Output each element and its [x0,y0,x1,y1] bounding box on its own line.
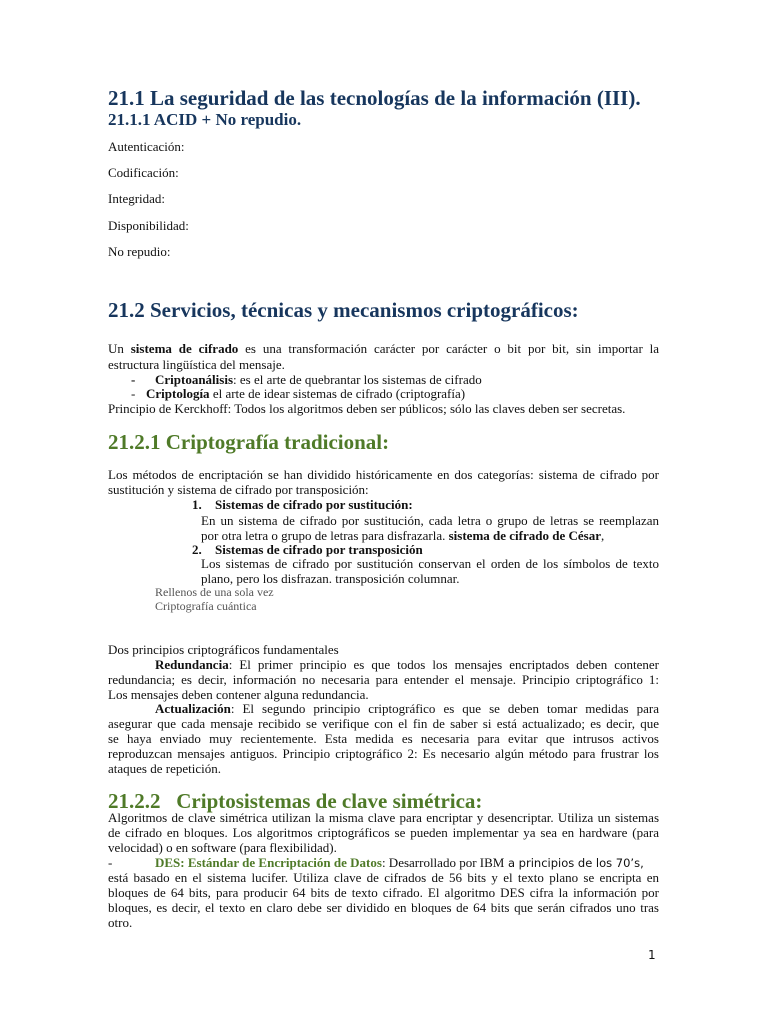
paragraph-line: reproduzcan mensajes antiguos. Principio criptográfico 2: Es necesario algún método para frustrar los [108,746,659,761]
bullet-dash: - [108,855,113,870]
paragraph-line: se haya enviado muy recientemente. Esta medida es necesaria para evitar que intrusos activos [108,731,659,746]
paragraph-line: Algoritmos de clave simétrica utilizan la misma clave para encriptar y desencriptar. Utiliza un sistemas [108,810,659,825]
list-item-integridad: Integridad: [108,191,166,206]
term-cesar: sistema de cifrado de César [448,528,601,543]
subheading-transposicion: Sistemas de cifrado por transposición [215,542,423,557]
text: a principios de los 70’s, [504,856,644,870]
bullet-criptologia [146,386,465,401]
heading-21-2-1: 21.2.1 Criptografía tradicional: [108,430,390,454]
paragraph-kerckhoff: Principio de Kerckhoff: Todos los algoritmos deben ser públicos; sólo las claves deben ser secretas. [108,401,626,416]
paragraph-line: asegurar que cada mensaje recibido se verifique con el fin de saber si está actualizado; es decir, que [108,716,659,731]
text: por otra letra o grupo de letras para disfrazarla. [201,528,449,543]
text: : El segundo principio criptográfico es que se deben tomar medidas para [230,701,659,716]
list-item-disponibilidad: Disponibilidad: [108,218,189,233]
paragraph-line [155,657,659,672]
term-sistema-de-cifrado: sistema de cifrado [130,341,239,356]
list-item-no-repudio: No repudio: [108,244,171,259]
paragraph-line: bloques de 64 bits, para producir 64 bits de texto cifrado. El algoritmo DES cifra la información por [108,885,659,900]
text: : El primer principio es que todos los mensajes encriptados deben contener [228,657,659,672]
paragraph-line [108,341,659,356]
list-item-autenticacion: Autenticación: [108,139,185,154]
paragraph-line: bloques, es decir, el texto en claro debe ser dividido en bloques de 64 bits que serán cifrados uno tras [108,900,659,915]
paragraph-line [155,701,659,716]
term-actualizacion: Actualización [155,701,231,716]
bullet-criptoanalisis [155,372,482,387]
paragraph-line [155,855,644,871]
heading-21-1: 21.1 La seguridad de las tecnologías de la información (III). [108,86,641,110]
page-number: 1 [648,948,656,962]
paragraph-line: de cifrado en bloques. Los algoritmos criptográficos se pueden implementar ya sea en hardware (para [108,825,659,840]
paragraph-line: plano, pero los disfrazan. transposición columnar. [201,571,460,586]
heading-21-2-2: 21.2.2 Criptosistemas de clave simétrica: [108,789,483,813]
term: Criptología [146,386,210,401]
text: el arte de idear sistemas de cifrado (criptografía) [209,386,466,401]
list-number: 1. [192,497,202,512]
list-number: 2. [192,542,202,557]
text: , [600,528,605,543]
paragraph-line: ataques de repetición. [108,761,221,776]
paragraph-line: está basado en el sistema lucifer. Utiliza clave de cifrados de 56 bits y el texto plano se encripta en [108,870,659,885]
subheading-sustitucion: Sistemas de cifrado por sustitución: [215,497,413,512]
text: Un [108,341,131,356]
text: : Desarrollado por IBM [381,855,505,870]
term: Criptoanálisis [155,372,234,387]
heading-21-2: 21.2 Servicios, técnicas y mecanismos criptográficos: [108,298,579,322]
bullet-dash: - [131,372,136,387]
list-item-codificacion: Codificación: [108,165,179,180]
paragraph-dos-principios: Dos principios criptográficos fundamentales [108,642,339,657]
paragraph-line [201,528,604,543]
paragraph-line: velocidad) o en software (para flexibilidad). [108,840,337,855]
text: es una transformación carácter por carácter o bit por bit, sin importar la [238,341,659,356]
note-cuantica: Criptografía cuántica [155,599,257,613]
paragraph-line: En un sistema de cifrado por sustitución, cada letra o grupo de letras se reemplazan [201,513,659,528]
heading-21-1-1: 21.1.1 ACID + No repudio. [108,110,302,129]
paragraph-line: otro. [108,915,133,930]
paragraph-line: Los sistemas de cifrado por sustitución conservan el orden de los símbolos de texto [201,556,659,571]
paragraph-line: redundancia; es decir, información no necesaria para entender el mensaje. Principio criptográfico 1: [108,672,659,687]
paragraph-line: estructura lingüística del mensaje. [108,357,285,372]
note-rellenos: Rellenos de una sola vez [155,585,274,599]
term-des: DES: Estándar de Encriptación de Datos [155,855,382,870]
bullet-dash: - [131,386,136,401]
paragraph-line: Los mensajes deben contener alguna redundancia. [108,687,369,702]
term-redundancia: Redundancia [155,657,229,672]
paragraph-line: Los métodos de encriptación se han dividido históricamente en dos categorías: sistema de cifrado por [108,467,659,482]
paragraph-line: sustitución y sistema de cifrado por transposición: [108,482,369,497]
text: : es el arte de quebrantar los sistemas de cifrado [233,372,482,387]
